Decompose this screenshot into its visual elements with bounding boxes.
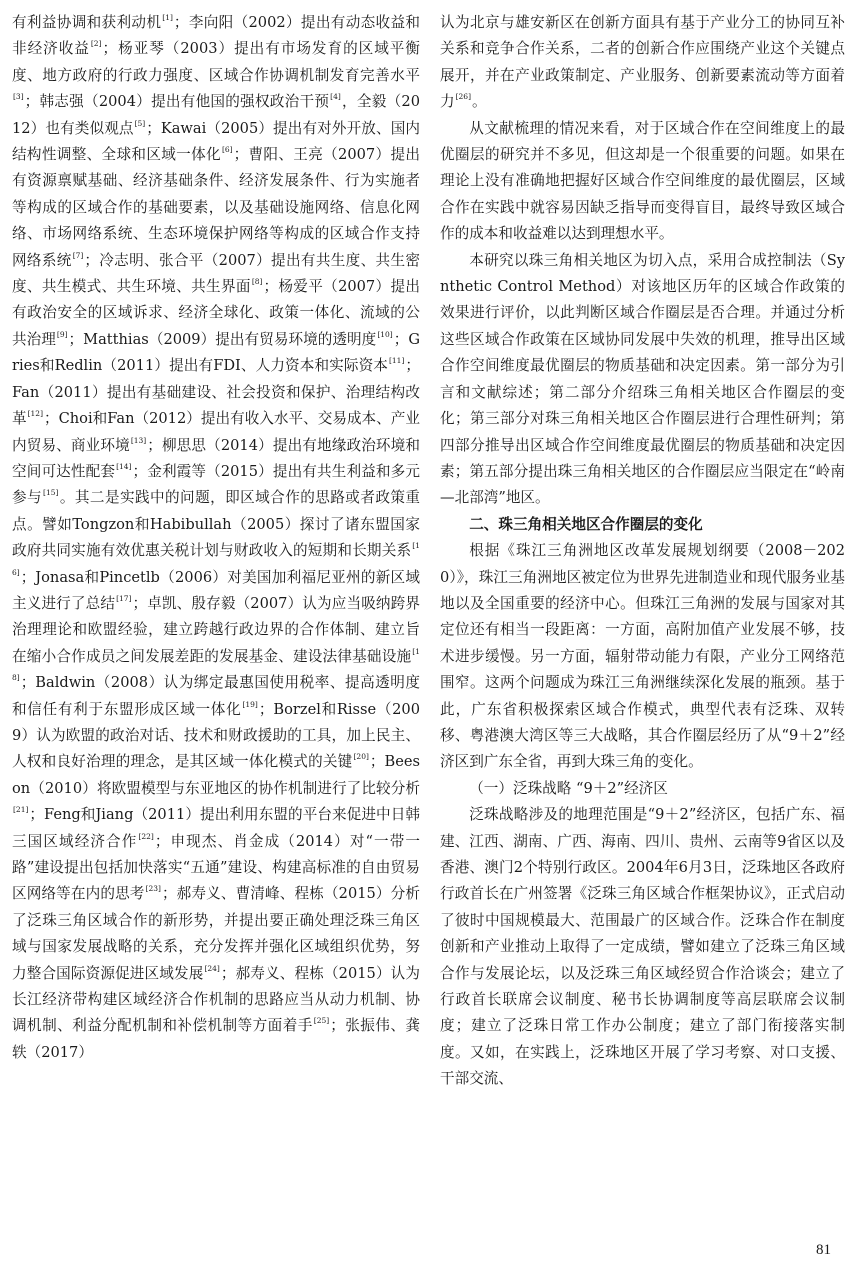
text-run: 从文献梳理的情况来看，对于区域合作在空间维度上的最优圈层的研究并不多见，但这却是一个很重要的问题。如果在理论上没有准确地把握好区域合作空间维度的最优圈层，区域合作在实践中就容易因缺乏指导而变得盲目，最终导致区域合作的成本和收益难以达到理想水平。 <box>440 119 845 243</box>
text-run: 二、珠三角相关地区合作圈层的变化 <box>469 515 703 533</box>
text-run: ；柳思思（2014）提出有地缘政治环境和空间可达性配套 <box>12 436 420 480</box>
citation-marker: [26] <box>455 92 472 102</box>
text-run: ；郝寿义、程栋（2015）认为长江经济带构建区域经济合作机制的思路应当从动力机制、协调机制、利益分配机制和补偿机制等方面着手 <box>12 964 420 1035</box>
citation-marker: [11] <box>388 356 405 366</box>
text-run: ；Beeson（2010）将欧盟模型与东亚地区的协作机制进行了比较分析 <box>12 753 420 797</box>
citation-marker: [19] <box>242 699 258 709</box>
text-run: ；Feng和Jiang（2011）提出利用东盟的平台来促进中日韩三国区域经济合作 <box>12 806 420 850</box>
text-run: 泛珠战略涉及的地理范围是“9＋2”经济区，包括广东、福建、江西、湖南、广西、海南、四川、贵州、云南等9省区以及香港、澳门2个特别行政区。2004年6月3日，泛珠地区各政府行政首长在广州签署《泛珠三角区域合作框架协议》，正式启动了彼时中国规模最大、范围最广的区域合作。泛珠合作在制度创新和产业推动上取得了一定成绩，譬如建立了泛珠三角区域合作与发展论坛，以及泛珠三角区域经贸合作洽谈会；建立了行政首长联席会议制度、秘书长协调制度等高层联席会议制度；建立了泛珠日常工作办公制度；建立了部门衔接落实制度。又如，在实践上，泛珠地区开展了学习考察、对口支援、干部交流、 <box>440 806 845 1088</box>
subsection-heading <box>440 776 845 802</box>
citation-marker: [10] <box>377 329 393 339</box>
citation-marker: [15] <box>43 488 59 498</box>
text-run: ；韩志强（2004）提出有他国的强权政治干预 <box>24 93 330 111</box>
citation-marker: [9] <box>56 329 68 339</box>
text-run: ；金利霞等（2015）提出有共生利益和多元参与 <box>12 462 420 507</box>
paragraph <box>440 10 845 116</box>
citation-marker: [3] <box>13 92 24 102</box>
citation-marker: [7] <box>72 250 84 260</box>
text-run: ；曹阳、王亮（2007）提出有资源禀赋基础、经济基础条件、经济发展条件、行为实施者等构成的区域合作的基础要素，以及基础设施网络、信息化网络、市场网络系统、生态环境保护网络等构成的区域合作支持网络系统 <box>12 146 420 269</box>
citation-marker: [20] <box>353 752 369 762</box>
citation-marker: [8] <box>251 277 263 287</box>
text-run: ；Baldwin（2008）认为绑定最惠国使用税率、提高透明度和信任有利于东盟形成区域一体化 <box>12 674 420 718</box>
citation-marker: [13] <box>130 435 147 445</box>
text-run: 认为北京与雄安新区在创新方面具有基于产业分工的协同互补关系和竞争合作关系，二者的创新合作应围绕产业这个关键点展开，并在产业政策制定、产业服务、创新要素流动等方面着力 <box>440 14 845 111</box>
text-run: ；杨亚琴（2003）提出有市场发育的区域平衡度、地方政府的行政力强度、区域合作协调机制发育完善水平 <box>12 40 420 84</box>
citation-marker: [6] <box>221 145 233 155</box>
paragraph <box>440 538 845 776</box>
text-run: ；Fan（2011）提出有基础建设、社会投资和保护、治理结构改革 <box>12 357 420 428</box>
text-run: ；张振伟、龚轶（2017） <box>12 1017 420 1061</box>
text-run: ；Jonasa和Pincetlb（2006）对美国加利福尼亚州的新区域主义进行了总结 <box>12 568 420 612</box>
page-number: 81 <box>816 1242 831 1258</box>
text-run: 。 <box>472 93 487 111</box>
text-run: ；郝寿义、曹清峰、程栋（2015）分析了泛珠三角区域合作的新形势，并提出要正确处理泛珠三角区域与国家发展战略的关系，充分发挥并强化区域组织优势，努力整合国际资源促进区域发展 <box>12 885 420 982</box>
citation-marker: [17] <box>116 593 132 603</box>
text-run: ；冷志明、张合平（2007）提出有共生度、共生密度、共生模式、共生环境、共生界面 <box>12 251 420 296</box>
text-run: 本研究以珠三角相关地区为切入点，采用合成控制法（Synthetic Control Method）对该地区历年的区域合作政策的效果进行评价，以此判断区域合作圈层是否合理。并通过分析这些区域合作政策在区域协同发展中失效的机理，推导出区域合作空间维度最优圈层的物质基础和决定因素。第一部分为引言和文献综述；第二部分介绍珠三角相关地区合作圈层的变化；第三部分对珠三角相关地区合作圈层进行合理性研判；第四部分推导出区域合作空间维度最优圈层的物质基础和决定因素；第五部分提出珠三角相关地区的合作圈层应当限定在“岭南—北部湾”地区。 <box>440 251 845 507</box>
citation-marker: [18] <box>12 646 420 683</box>
text-run: ；李向阳（2002）提出有动态收益和非经济收益 <box>12 14 420 58</box>
citation-marker: [16] <box>12 541 420 577</box>
citation-marker: [14] <box>116 461 132 471</box>
citation-marker: [2] <box>90 39 102 49</box>
citation-marker: [12] <box>27 409 44 419</box>
text-run: ；Matthias（2009）提出有贸易环境的透明度 <box>68 330 377 348</box>
paragraph <box>440 116 845 248</box>
text-run: 。其二是实践中的问题，即区域合作的思路或者政策重点。譬如Tongzon和Habibullah（2005）探讨了诸东盟国家政府共同实施有效优惠关税计划与财政收入的短期和长期关系 <box>12 489 420 560</box>
paragraph <box>440 248 845 512</box>
text-run: ；Gries和Redlin（2011）提出有FDI、人力资本和实际资本 <box>12 330 420 375</box>
citation-marker: [25] <box>313 1016 330 1026</box>
right-text-column <box>440 10 845 1093</box>
text-run: ；申现杰、肖金成（2014）对“一带一路”建设提出包括加快落实“五通”建设、构建高标准的自由贸易区网络等在内的思考 <box>12 832 420 903</box>
text-run: ；卓凯、殷存毅（2007）认为应当吸纳跨界治理理论和欧盟经验，建立跨越行政边界的合作体制、建立旨在缩小合作成员之间发展差距的发展基金、建设法律基础设施 <box>12 594 420 665</box>
citation-marker: [4] <box>330 92 341 102</box>
citation-marker: [24] <box>204 963 220 973</box>
text-run: ；Borzel和Risse（2009）认为欧盟的政治对话、技术和财政援助的工具，加上民主、人权和良好治理的理念，是其区域一体化模式的关键 <box>12 700 420 771</box>
citation-marker: [21] <box>13 805 29 815</box>
text-run: ；Choi和Fan（2012）提出有收入水平、交易成本、产业内贸易、商业环境 <box>12 410 420 454</box>
paragraph <box>12 10 420 1066</box>
citation-marker: [23] <box>145 884 161 894</box>
text-run: 有利益协调和获利动机 <box>12 14 162 31</box>
section-heading <box>440 512 845 538</box>
left-text-column <box>12 10 420 1066</box>
text-run: （一）泛珠战略 “9＋2”经济区 <box>469 779 668 797</box>
text-run: ；杨爱平（2007）提出有政治安全的区域诉求、经济全球化、政策一体化、流域的公共治理 <box>12 278 420 348</box>
text-run: 根据《珠江三角洲地区改革发展规划纲要（2008－2020）》，珠江三角洲地区被定位为世界先进制造业和现代服务业基地以及全国重要的经济中心。但珠江三角洲的发展与国家对其定位还有相当一段距离：一方面，高附加值产业发展不够，技术进步缓慢。另一方面，辐射带动能力有限，产业分工网络范围窄。这两个问题成为珠江三角洲继续深化发展的瓶颈。基于此，广东省积极探索区域合作模式，典型代表有泛珠、双转移、粤港澳大湾区等三大战略，其合作圈层经历了从“9＋2”经济区到广东全省，再到大珠三角的变化。 <box>440 542 845 771</box>
paragraph <box>440 802 845 1092</box>
citation-marker: [22] <box>138 831 154 841</box>
citation-marker: [5] <box>134 118 146 128</box>
text-run: ，全毅（2012）也有类似观点 <box>12 93 420 137</box>
citation-marker: [1] <box>162 13 173 22</box>
text-run: ；Kawai（2005）提出有对外开放、国内结构性调整、全球和区域一体化 <box>12 119 420 164</box>
